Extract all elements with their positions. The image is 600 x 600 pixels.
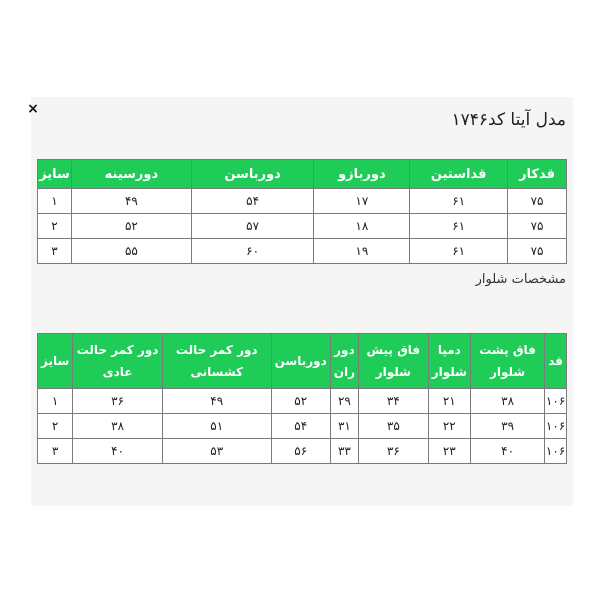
header-cell: قدکار: [508, 160, 567, 189]
table-row: [38, 414, 567, 439]
table-cell: ۱۹: [314, 239, 410, 264]
table-cell: ۳۶: [359, 439, 429, 464]
table-cell: ۲: [38, 414, 73, 439]
table-cell: ۳۱: [330, 414, 358, 439]
table-cell: ۶۱: [410, 239, 508, 264]
table-cell: ۱۰۶: [545, 439, 567, 464]
table-cell: ۳۸: [73, 414, 163, 439]
table-cell: ۱: [38, 389, 73, 414]
header-cell: قداستین: [410, 160, 508, 189]
table-cell: ۳۶: [73, 389, 163, 414]
table-cell: ۵۷: [191, 214, 314, 239]
header-cell: دوربازو: [314, 160, 410, 189]
table-cell: ۷۵: [508, 214, 567, 239]
table-cell: ۴۹: [162, 389, 271, 414]
table-cell: ۱: [38, 189, 72, 214]
pants-specs-heading: مشخصات شلوار: [475, 272, 566, 287]
table-cell: ۲۱: [428, 389, 470, 414]
table-cell: ۴۹: [72, 189, 192, 214]
table-cell: ۱۰۶: [545, 389, 567, 414]
table-cell: ۵۲: [271, 389, 330, 414]
table-cell: ۲۲: [428, 414, 470, 439]
table-cell: ۱۰۶: [545, 414, 567, 439]
table-cell: ۵۵: [72, 239, 192, 264]
table-cell: ۳۸: [470, 389, 544, 414]
table-cell: ۷۵: [508, 189, 567, 214]
table-row: [38, 389, 567, 414]
table-cell: ۳۳: [330, 439, 358, 464]
table-cell: ۳: [38, 239, 72, 264]
header-cell: فاق پشت شلوار: [470, 334, 544, 389]
header-cell: سایز: [38, 160, 72, 189]
table-row: [38, 439, 567, 464]
table-cell: ۵۲: [72, 214, 192, 239]
table-cell: ۶۱: [410, 189, 508, 214]
table-cell: ۵۴: [191, 189, 314, 214]
table-cell: ۲: [38, 214, 72, 239]
table-cell: ۳۹: [470, 414, 544, 439]
table-cell: ۵۶: [271, 439, 330, 464]
header-cell: قد: [545, 334, 567, 389]
header-cell: دور کمر حالت کشسانی: [162, 334, 271, 389]
header-cell: سایز: [38, 334, 73, 389]
header-cell: دمپا شلوار: [428, 334, 470, 389]
table-header-row: [38, 160, 567, 189]
table-cell: ۶۰: [191, 239, 314, 264]
close-icon[interactable]: ×: [27, 101, 39, 117]
table-cell: ۱۸: [314, 214, 410, 239]
header-cell: دورسینه: [72, 160, 192, 189]
table-cell: ۵۱: [162, 414, 271, 439]
table-row: [38, 239, 567, 264]
table-cell: ۵۳: [162, 439, 271, 464]
table-row: [38, 189, 567, 214]
table-cell: ۳: [38, 439, 73, 464]
top-size-table: [37, 159, 567, 264]
table-cell: ۳۴: [359, 389, 429, 414]
header-cell: دور ران: [330, 334, 358, 389]
table-cell: ۳۵: [359, 414, 429, 439]
table-row: [38, 214, 567, 239]
table-cell: ۴۰: [73, 439, 163, 464]
table-cell: ۲۹: [330, 389, 358, 414]
table-cell: ۲۳: [428, 439, 470, 464]
pants-size-table: [37, 333, 567, 464]
table-cell: ۴۰: [470, 439, 544, 464]
header-cell: دورباسن: [191, 160, 314, 189]
dialog-title: مدل آیتا کد۱۷۴۶: [451, 110, 566, 130]
table-cell: ۷۵: [508, 239, 567, 264]
header-cell: دور کمر حالت عادی: [73, 334, 163, 389]
header-cell: فاق پیش شلوار: [359, 334, 429, 389]
table-cell: ۵۴: [271, 414, 330, 439]
header-cell: دورباسن: [271, 334, 330, 389]
table-cell: ۱۷: [314, 189, 410, 214]
table-cell: ۶۱: [410, 214, 508, 239]
table-header-row: [38, 334, 567, 389]
